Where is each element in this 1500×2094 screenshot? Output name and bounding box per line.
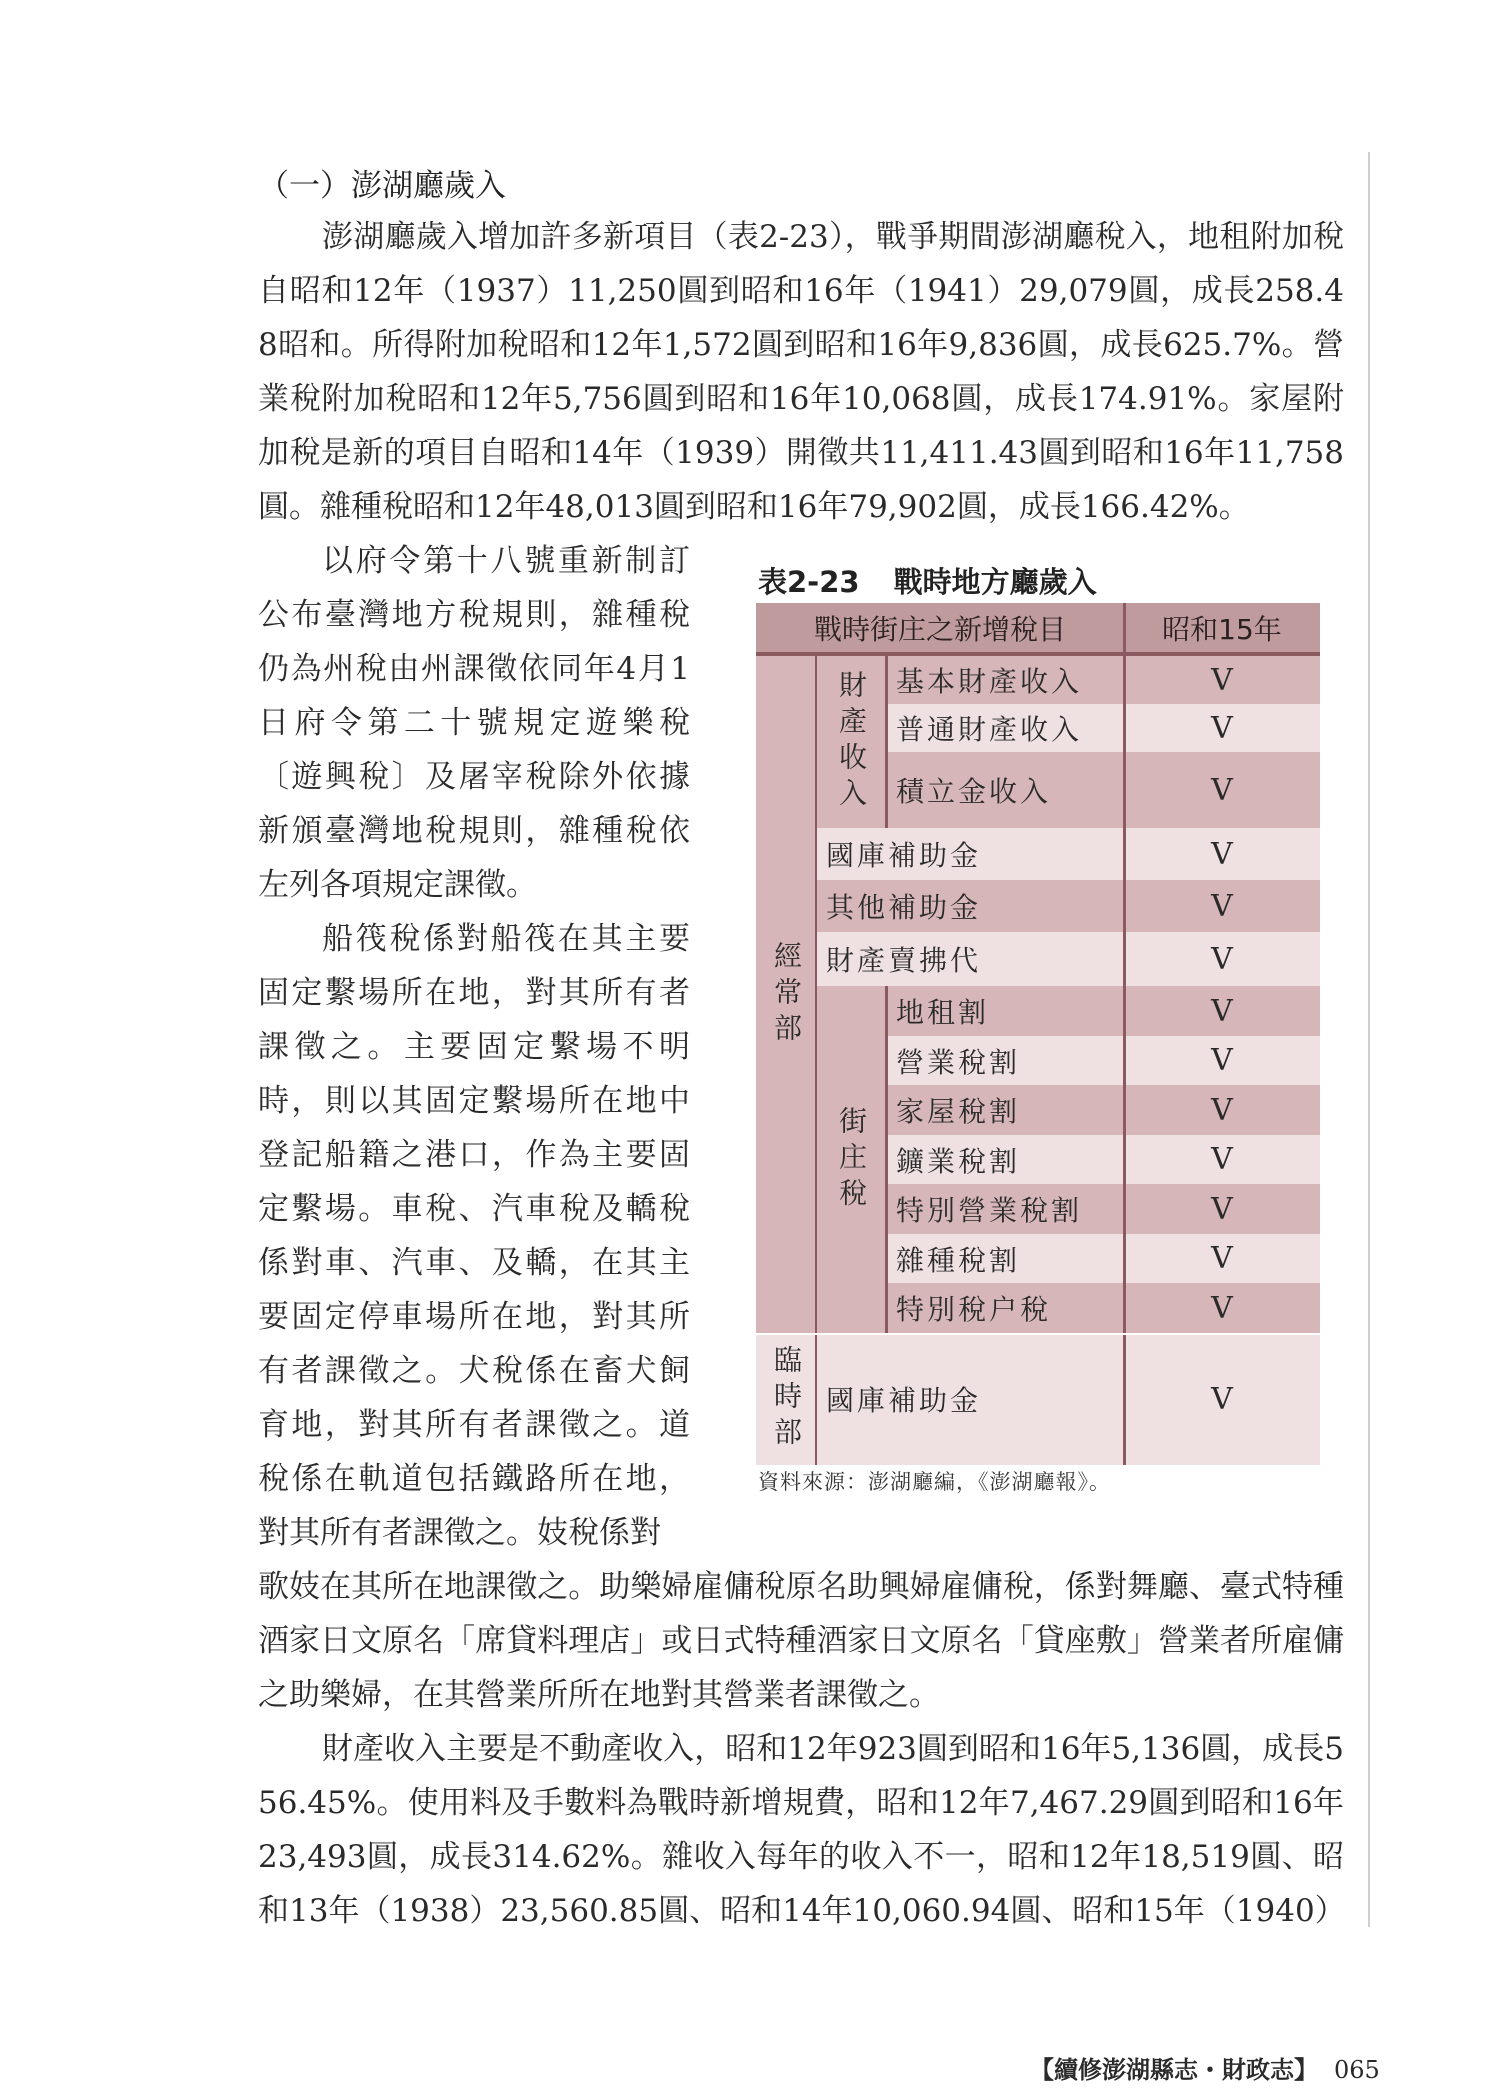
- row-label: 普通財產收入: [886, 704, 1124, 752]
- row-value: V: [1124, 986, 1320, 1036]
- page-number: 065: [1334, 2056, 1380, 2084]
- row-label: 基本財產收入: [886, 656, 1124, 704]
- row-value: V: [1124, 1283, 1320, 1333]
- row-label: 特別稅户稅: [886, 1283, 1124, 1333]
- paragraph-4: 財產收入主要是不動產收入，昭和12年923圓到昭和16年5,136圓，成長556.45%。使用料及手數料為戰時新增規費，昭和12年7,467.29圓到昭和16年23,493圓，成長314.62%。雜收入每年的收入不一，昭和12年18,519圓、昭和13年（1938）23,560.85圓、昭和14年10,060.94圓、昭和15年（1940）: [258, 1731, 1346, 1929]
- table-caption: [758, 560, 1097, 601]
- table-divider: [815, 656, 817, 1465]
- row-label: 地租割: [886, 986, 1124, 1036]
- table-divider: [885, 656, 888, 828]
- row-label: 家屋稅割: [886, 1085, 1124, 1135]
- row-value: V: [1124, 1234, 1320, 1283]
- group-regular-label: 經常部: [770, 940, 803, 1049]
- page-right-rule: [1368, 152, 1370, 1927]
- row-value: V: [1124, 828, 1320, 880]
- row-value: V: [1124, 1085, 1320, 1135]
- row-label: 鑛業稅割: [886, 1135, 1124, 1184]
- row-label: 國庫補助金: [816, 828, 1124, 880]
- row-value: V: [1124, 704, 1320, 752]
- page-footer: [1030, 2050, 1380, 2085]
- paragraph-2: 以府令第十八號重新制訂公布臺灣地方稅規則，雜種稅仍為州稅由州課徵依同年4月1日府令第二十號規定遊樂稅〔遊興稅〕及屠宰稅除外依據新頒臺灣地稅規則，雜種稅依左列各項規定課徵。: [258, 543, 690, 903]
- row-label: 國庫補助金: [816, 1333, 1124, 1465]
- row-value: V: [1124, 1036, 1320, 1085]
- group-regular: [756, 656, 816, 1333]
- row-label: 雜種稅割: [886, 1234, 1124, 1283]
- section-heading: （一）澎湖廳歲入: [258, 168, 506, 204]
- row-label: 特別營業稅割: [886, 1184, 1124, 1234]
- table-number: 表2-23: [758, 565, 860, 599]
- row-value: V: [1124, 1135, 1320, 1184]
- revenue-table: [756, 603, 1320, 1465]
- group-temporary: [756, 1333, 816, 1465]
- table-source-note: 資料來源：澎湖廳編，《澎湖廳報》。: [758, 1470, 1111, 1494]
- table-row-divider: [756, 1333, 1320, 1335]
- paragraph-1: 澎湖廳歲入增加許多新項目（表2-23），戰爭期間澎湖廳稅入，地租附加稅自昭和12年（1937）11,250圓到昭和16年（1941）29,079圓，成長258.48昭和。所得附加稅昭和12年1,572圓到昭和16年9,836圓，成長625.7%。營業稅附加稅昭和12年5,756圓到昭和16年10,068圓，成長174.91%。家屋附加稅是新的項目自昭和14年（1939）開徵共11,411.43圓到昭和16年11,758圓。雜種稅昭和12年48,013圓到昭和16年79,902圓，成長166.42%。: [258, 219, 1344, 525]
- table-header-year: 昭和15年: [1124, 603, 1320, 656]
- row-label: 其他補助金: [816, 880, 1124, 932]
- group-property-income-label: 財產收入: [835, 670, 868, 814]
- group-town-tax-label: 街庄稅: [835, 1105, 868, 1214]
- group-property-income: [816, 656, 886, 828]
- row-value: V: [1124, 1333, 1320, 1465]
- table-header-item: 戰時街庄之新增稅目: [756, 603, 1124, 656]
- table-divider: [885, 986, 888, 1333]
- row-value: V: [1124, 1184, 1320, 1234]
- row-value: V: [1124, 932, 1320, 986]
- table-divider: [1123, 603, 1126, 1465]
- row-label: 財產賣拂代: [816, 932, 1124, 986]
- group-temporary-label: 臨時部: [770, 1345, 803, 1453]
- row-value: V: [1124, 656, 1320, 704]
- row-value: V: [1124, 752, 1320, 828]
- row-value: V: [1124, 880, 1320, 932]
- paragraph-3a: 船筏稅係對船筏在其主要固定繫場所在地，對其所有者課徵之。主要固定繫場不明時，則以其固定繫場所在地中登記船籍之港口，作為主要固定繫場。車稅、汽車稅及轎稅係對車、汽車、及轎，在其主要固定停車場所在地，對其所有者課徵之。犬稅係在畜犬飼育地，對其所有者課徵之。道稅係在軌道包括鐵路所在地，對其所有者課徵之。妓稅係對: [258, 921, 690, 1551]
- row-label: 營業稅割: [886, 1036, 1124, 1085]
- row-label: 積立金收入: [886, 752, 1124, 828]
- footer-title: 【續修澎湖縣志・財政志】: [1030, 2055, 1318, 2084]
- table-title: 戰時地方廳歲入: [893, 565, 1097, 599]
- paragraph-3b: 歌妓在其所在地課徵之。助樂婦雇傭稅原名助興婦雇傭稅，係對舞廳、臺式特種酒家日文原名「席貸料理店」或日式特種酒家日文原名「貸座敷」營業者所雇傭之助樂婦，在其營業所所在地對其營業者課徵之。: [258, 1569, 1344, 1713]
- group-town-tax: [816, 986, 886, 1333]
